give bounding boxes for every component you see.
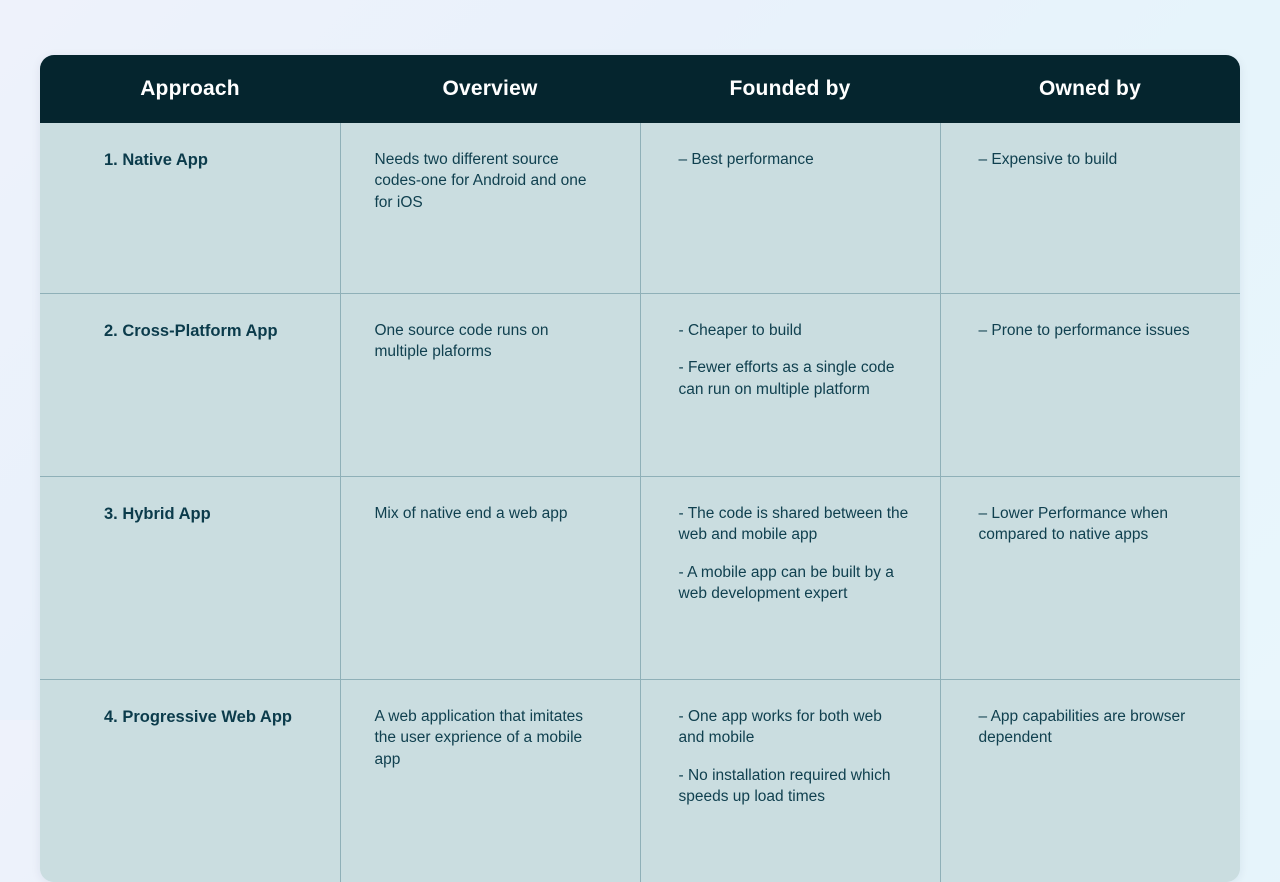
cell-overview (340, 294, 640, 477)
comparison-table-container (40, 55, 1240, 882)
founded-bullet: - No installation required which speeds up load times (679, 765, 910, 808)
cell-owned-by (940, 477, 1240, 680)
overview-text: Needs two different source codes-one for Android and one for iOS (375, 149, 600, 213)
table-row (40, 294, 1240, 477)
founded-bullet: – Best performance (679, 149, 910, 170)
overview-text: One source code runs on multiple plaforms (375, 320, 600, 363)
table-header (40, 55, 1240, 123)
column-header-overview: Overview (340, 55, 640, 123)
cell-founded-by (640, 123, 940, 294)
cell-approach: 4. Progressive Web App (40, 680, 340, 882)
cell-founded-by (640, 294, 940, 477)
owned-bullet: – Expensive to build (979, 149, 1211, 170)
cell-overview (340, 477, 640, 680)
owned-bullet: – Lower Performance when compared to native apps (979, 503, 1211, 546)
cell-approach: 2. Cross-Platform App (40, 294, 340, 477)
cell-overview (340, 680, 640, 882)
comparison-table (40, 55, 1240, 882)
owned-bullet: – Prone to performance issues (979, 320, 1211, 341)
column-header-approach: Approach (40, 55, 340, 123)
cell-overview (340, 123, 640, 294)
cell-founded-by (640, 477, 940, 680)
header-row (40, 55, 1240, 123)
cell-approach: 1. Native App (40, 123, 340, 294)
table-row (40, 477, 1240, 680)
founded-bullet: - One app works for both web and mobile (679, 706, 910, 749)
overview-text: Mix of native end a web app (375, 503, 600, 524)
column-header-owned-by: Owned by (940, 55, 1240, 123)
cell-approach: 3. Hybrid App (40, 477, 340, 680)
overview-text: A web application that imitates the user exprience of a mobile app (375, 706, 600, 770)
cell-owned-by (940, 294, 1240, 477)
founded-bullet: - The code is shared between the web and mobile app (679, 503, 910, 546)
owned-bullet: – App capabilities are browser dependent (979, 706, 1211, 749)
founded-bullet: - A mobile app can be built by a web development expert (679, 562, 910, 605)
table-row (40, 680, 1240, 882)
cell-founded-by (640, 680, 940, 882)
cell-owned-by (940, 680, 1240, 882)
founded-bullet: - Cheaper to build (679, 320, 910, 341)
founded-bullet: - Fewer efforts as a single code can run on multiple platform (679, 357, 910, 400)
table-body (40, 123, 1240, 882)
table-row (40, 123, 1240, 294)
column-header-founded-by: Founded by (640, 55, 940, 123)
cell-owned-by (940, 123, 1240, 294)
